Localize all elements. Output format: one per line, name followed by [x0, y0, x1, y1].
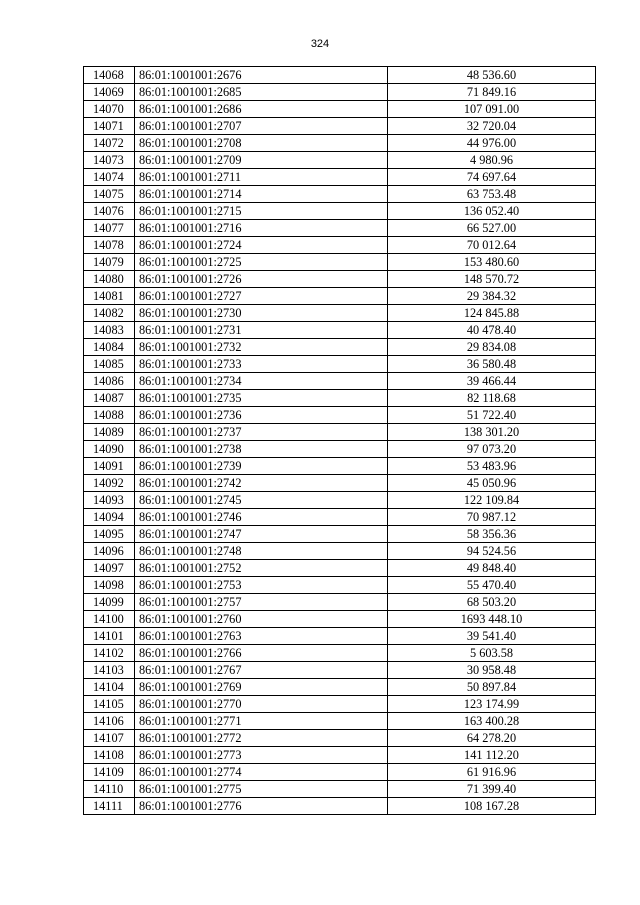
cadastral-value: 107 091.00	[388, 101, 596, 118]
row-number: 14076	[84, 203, 135, 220]
cadastral-number: 86:01:1001001:2772	[135, 730, 388, 747]
cadastral-number: 86:01:1001001:2714	[135, 186, 388, 203]
row-number: 14090	[84, 441, 135, 458]
row-number: 14074	[84, 169, 135, 186]
table-row	[84, 356, 596, 373]
cadastral-number: 86:01:1001001:2686	[135, 101, 388, 118]
cadastral-number: 86:01:1001001:2730	[135, 305, 388, 322]
table-row	[84, 203, 596, 220]
cadastral-number: 86:01:1001001:2745	[135, 492, 388, 509]
row-number: 14103	[84, 662, 135, 679]
cadastral-value: 36 580.48	[388, 356, 596, 373]
row-number: 14105	[84, 696, 135, 713]
cadastral-number: 86:01:1001001:2709	[135, 152, 388, 169]
row-number: 14085	[84, 356, 135, 373]
table-row	[84, 679, 596, 696]
cadastral-value: 74 697.64	[388, 169, 596, 186]
cadastral-number: 86:01:1001001:2726	[135, 271, 388, 288]
table-row	[84, 509, 596, 526]
table-row	[84, 696, 596, 713]
cadastral-value: 153 480.60	[388, 254, 596, 271]
row-number: 14092	[84, 475, 135, 492]
cadastral-value: 136 052.40	[388, 203, 596, 220]
row-number: 14107	[84, 730, 135, 747]
row-number: 14099	[84, 594, 135, 611]
cadastral-value: 44 976.00	[388, 135, 596, 152]
page-number: 324	[310, 38, 330, 50]
cadastral-value: 50 897.84	[388, 679, 596, 696]
cadastral-number: 86:01:1001001:2737	[135, 424, 388, 441]
cadastral-number: 86:01:1001001:2742	[135, 475, 388, 492]
cadastral-value: 82 118.68	[388, 390, 596, 407]
cadastral-value: 30 958.48	[388, 662, 596, 679]
cadastral-number: 86:01:1001001:2753	[135, 577, 388, 594]
cadastral-value: 123 174.99	[388, 696, 596, 713]
cadastral-number: 86:01:1001001:2767	[135, 662, 388, 679]
table-row	[84, 288, 596, 305]
table-row	[84, 475, 596, 492]
table-row	[84, 373, 596, 390]
table-row	[84, 118, 596, 135]
row-number: 14094	[84, 509, 135, 526]
cadastral-value: 1693 448.10	[388, 611, 596, 628]
cadastral-table	[83, 66, 596, 815]
cadastral-number: 86:01:1001001:2731	[135, 322, 388, 339]
table-row	[84, 492, 596, 509]
cadastral-number: 86:01:1001001:2747	[135, 526, 388, 543]
cadastral-value: 138 301.20	[388, 424, 596, 441]
cadastral-value: 71 849.16	[388, 84, 596, 101]
row-number: 14081	[84, 288, 135, 305]
cadastral-number: 86:01:1001001:2725	[135, 254, 388, 271]
table-row	[84, 594, 596, 611]
cadastral-value: 97 073.20	[388, 441, 596, 458]
cadastral-value: 45 050.96	[388, 475, 596, 492]
row-number: 14073	[84, 152, 135, 169]
cadastral-value: 68 503.20	[388, 594, 596, 611]
cadastral-number: 86:01:1001001:2773	[135, 747, 388, 764]
row-number: 14093	[84, 492, 135, 509]
table-body	[84, 67, 596, 815]
table-row	[84, 152, 596, 169]
table-row	[84, 730, 596, 747]
table-row	[84, 611, 596, 628]
cadastral-number: 86:01:1001001:2769	[135, 679, 388, 696]
table-row	[84, 84, 596, 101]
cadastral-value: 70 987.12	[388, 509, 596, 526]
row-number: 14087	[84, 390, 135, 407]
table-row	[84, 713, 596, 730]
cadastral-number: 86:01:1001001:2739	[135, 458, 388, 475]
row-number: 14079	[84, 254, 135, 271]
row-number: 14095	[84, 526, 135, 543]
row-number: 14102	[84, 645, 135, 662]
cadastral-number: 86:01:1001001:2757	[135, 594, 388, 611]
row-number: 14109	[84, 764, 135, 781]
cadastral-number: 86:01:1001001:2716	[135, 220, 388, 237]
cadastral-number: 86:01:1001001:2746	[135, 509, 388, 526]
table-row	[84, 526, 596, 543]
row-number: 14068	[84, 67, 135, 84]
table-row	[84, 543, 596, 560]
row-number: 14078	[84, 237, 135, 254]
cadastral-number: 86:01:1001001:2676	[135, 67, 388, 84]
cadastral-number: 86:01:1001001:2711	[135, 169, 388, 186]
cadastral-value: 32 720.04	[388, 118, 596, 135]
cadastral-value: 141 112.20	[388, 747, 596, 764]
cadastral-value: 39 466.44	[388, 373, 596, 390]
cadastral-value: 64 278.20	[388, 730, 596, 747]
table-row	[84, 254, 596, 271]
table-row	[84, 220, 596, 237]
row-number: 14106	[84, 713, 135, 730]
row-number: 14075	[84, 186, 135, 203]
cadastral-number: 86:01:1001001:2735	[135, 390, 388, 407]
row-number: 14091	[84, 458, 135, 475]
table-row	[84, 271, 596, 288]
cadastral-number: 86:01:1001001:2752	[135, 560, 388, 577]
cadastral-number: 86:01:1001001:2776	[135, 798, 388, 815]
cadastral-number: 86:01:1001001:2708	[135, 135, 388, 152]
cadastral-value: 4 980.96	[388, 152, 596, 169]
row-number: 14097	[84, 560, 135, 577]
table-row	[84, 339, 596, 356]
cadastral-number: 86:01:1001001:2715	[135, 203, 388, 220]
row-number: 14104	[84, 679, 135, 696]
row-number: 14072	[84, 135, 135, 152]
table-row	[84, 441, 596, 458]
cadastral-value: 94 524.56	[388, 543, 596, 560]
cadastral-number: 86:01:1001001:2685	[135, 84, 388, 101]
table-row	[84, 798, 596, 815]
cadastral-value: 124 845.88	[388, 305, 596, 322]
cadastral-value: 40 478.40	[388, 322, 596, 339]
cadastral-number: 86:01:1001001:2724	[135, 237, 388, 254]
row-number: 14098	[84, 577, 135, 594]
table-row	[84, 781, 596, 798]
row-number: 14071	[84, 118, 135, 135]
cadastral-value: 55 470.40	[388, 577, 596, 594]
cadastral-number: 86:01:1001001:2732	[135, 339, 388, 356]
cadastral-value: 108 167.28	[388, 798, 596, 815]
cadastral-value: 5 603.58	[388, 645, 596, 662]
cadastral-value: 61 916.96	[388, 764, 596, 781]
cadastral-value: 148 570.72	[388, 271, 596, 288]
cadastral-value: 70 012.64	[388, 237, 596, 254]
cadastral-number: 86:01:1001001:2707	[135, 118, 388, 135]
row-number: 14084	[84, 339, 135, 356]
table-row	[84, 747, 596, 764]
row-number: 14083	[84, 322, 135, 339]
cadastral-number: 86:01:1001001:2774	[135, 764, 388, 781]
cadastral-number: 86:01:1001001:2771	[135, 713, 388, 730]
table-row	[84, 628, 596, 645]
table-row	[84, 135, 596, 152]
table-row	[84, 424, 596, 441]
table-row	[84, 662, 596, 679]
cadastral-number: 86:01:1001001:2738	[135, 441, 388, 458]
row-number: 14082	[84, 305, 135, 322]
cadastral-value: 66 527.00	[388, 220, 596, 237]
table-row	[84, 67, 596, 84]
cadastral-value: 53 483.96	[388, 458, 596, 475]
cadastral-value: 58 356.36	[388, 526, 596, 543]
row-number: 14100	[84, 611, 135, 628]
cadastral-value: 48 536.60	[388, 67, 596, 84]
table-row	[84, 101, 596, 118]
table-row	[84, 458, 596, 475]
table-row	[84, 322, 596, 339]
table-row	[84, 407, 596, 424]
table-row	[84, 645, 596, 662]
table-row	[84, 186, 596, 203]
row-number: 14080	[84, 271, 135, 288]
cadastral-value: 51 722.40	[388, 407, 596, 424]
cadastral-number: 86:01:1001001:2733	[135, 356, 388, 373]
row-number: 14101	[84, 628, 135, 645]
table-row	[84, 577, 596, 594]
row-number: 14069	[84, 84, 135, 101]
row-number: 14089	[84, 424, 135, 441]
table-row	[84, 764, 596, 781]
cadastral-number: 86:01:1001001:2736	[135, 407, 388, 424]
table-row	[84, 169, 596, 186]
cadastral-number: 86:01:1001001:2727	[135, 288, 388, 305]
cadastral-number: 86:01:1001001:2734	[135, 373, 388, 390]
cadastral-number: 86:01:1001001:2748	[135, 543, 388, 560]
row-number: 14086	[84, 373, 135, 390]
row-number: 14088	[84, 407, 135, 424]
cadastral-value: 29 384.32	[388, 288, 596, 305]
cadastral-value: 71 399.40	[388, 781, 596, 798]
table-row	[84, 560, 596, 577]
cadastral-value: 63 753.48	[388, 186, 596, 203]
table-row	[84, 305, 596, 322]
row-number: 14108	[84, 747, 135, 764]
cadastral-number: 86:01:1001001:2766	[135, 645, 388, 662]
cadastral-value: 39 541.40	[388, 628, 596, 645]
cadastral-number: 86:01:1001001:2763	[135, 628, 388, 645]
cadastral-number: 86:01:1001001:2770	[135, 696, 388, 713]
row-number: 14096	[84, 543, 135, 560]
cadastral-number: 86:01:1001001:2775	[135, 781, 388, 798]
table-row	[84, 237, 596, 254]
row-number: 14070	[84, 101, 135, 118]
row-number: 14077	[84, 220, 135, 237]
cadastral-number: 86:01:1001001:2760	[135, 611, 388, 628]
row-number: 14111	[84, 798, 135, 815]
cadastral-value: 49 848.40	[388, 560, 596, 577]
cadastral-value: 122 109.84	[388, 492, 596, 509]
row-number: 14110	[84, 781, 135, 798]
table-row	[84, 390, 596, 407]
cadastral-value: 29 834.08	[388, 339, 596, 356]
cadastral-value: 163 400.28	[388, 713, 596, 730]
